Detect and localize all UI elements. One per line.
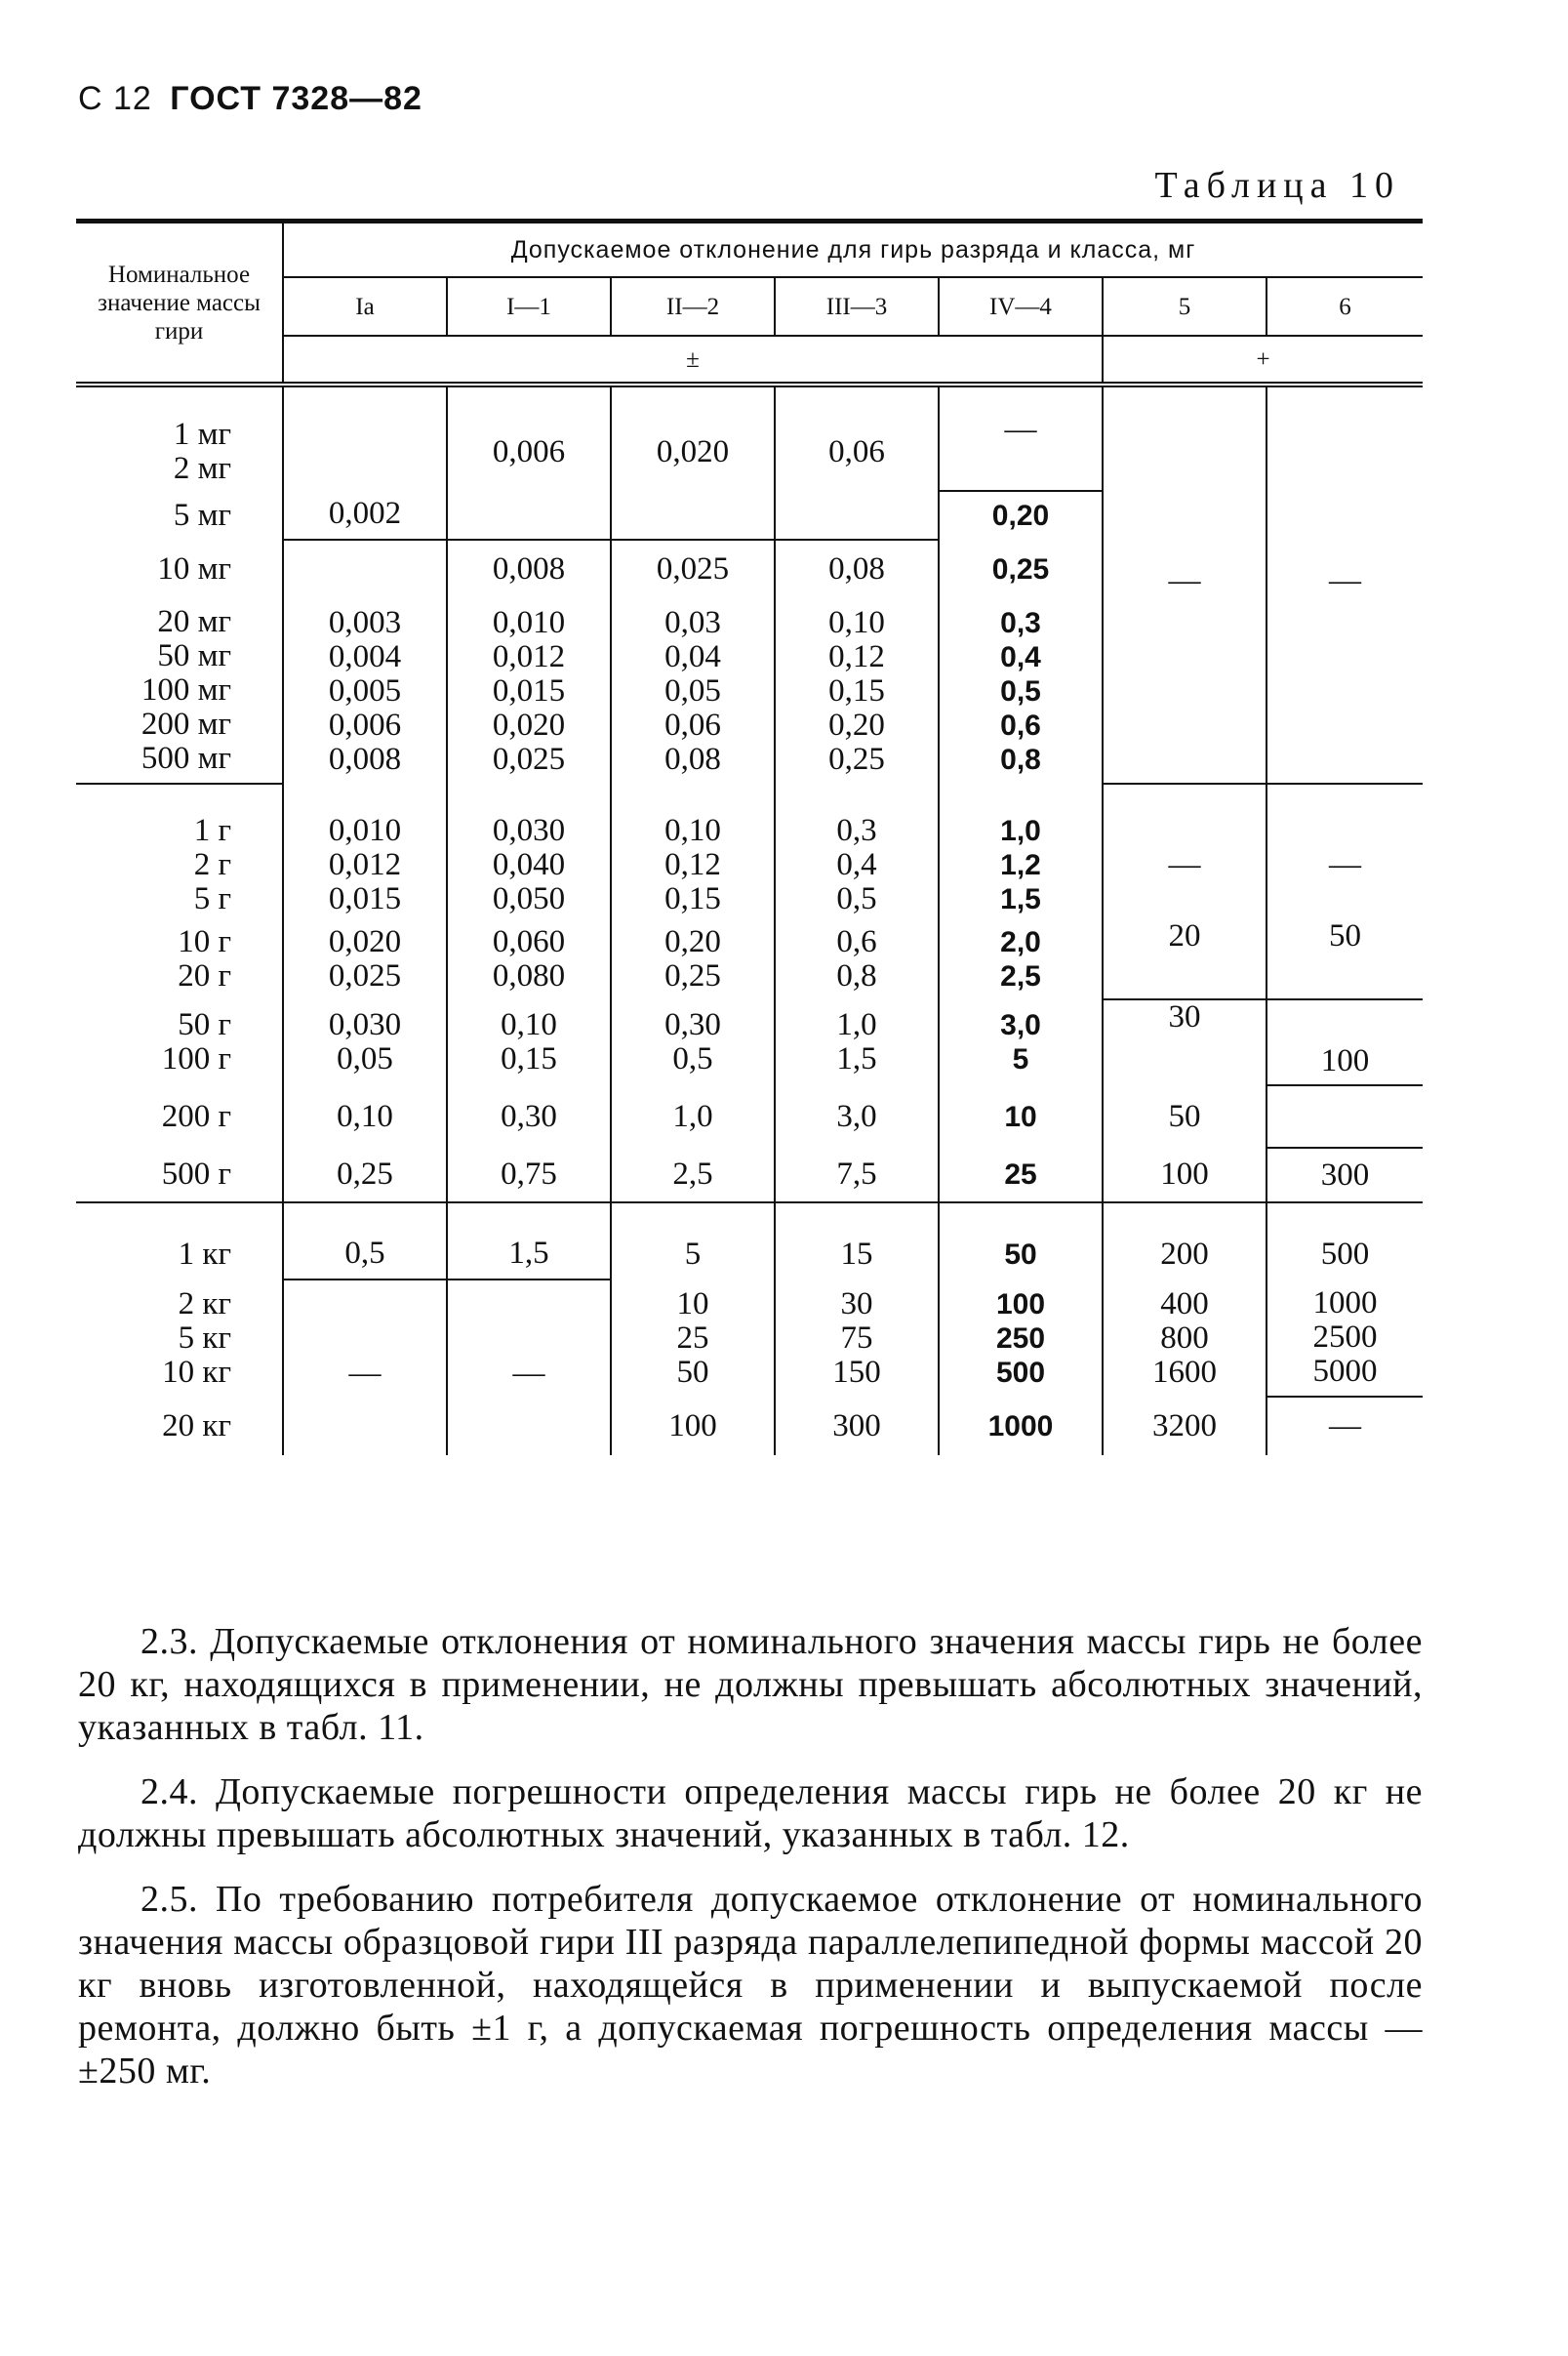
table-cell: 0,06 — [775, 413, 939, 491]
table-cell: 5 — [611, 1229, 775, 1280]
table-row-nominal: 500 г — [76, 1148, 283, 1202]
table-cell: 400 800 1600 — [1103, 1280, 1266, 1397]
table-row-nominal: 1 кг — [76, 1229, 283, 1280]
table-cell: 10 — [939, 1085, 1103, 1148]
table-cell: — — [283, 1280, 447, 1397]
table-cell: 0,003 0,004 0,005 0,006 0,008 — [283, 598, 447, 784]
table-cell: 0,6 0,8 — [775, 919, 939, 999]
table-cell: 0,030 0,040 0,050 — [447, 810, 611, 919]
table-cell: 0,008 — [447, 540, 611, 598]
table-cell: 0,25 — [283, 1148, 447, 1202]
table-cell: 0,30 — [447, 1085, 611, 1148]
class-header: I—1 — [447, 277, 611, 336]
table-cell: 300 — [775, 1397, 939, 1455]
table-cell: 2,0 2,5 — [939, 919, 1103, 999]
table-cell: 0,75 — [447, 1148, 611, 1202]
table-cell: 30 — [1103, 999, 1266, 1085]
table-cell: 0,006 — [447, 413, 611, 491]
table-cell: 0,10 — [283, 1085, 447, 1148]
table-cell: 0,020 — [611, 413, 775, 491]
table-cell: — — [1103, 810, 1266, 919]
table-cell: 3,0 — [775, 1085, 939, 1148]
table-cell: 2,5 — [611, 1148, 775, 1202]
table-cell: — — [1329, 563, 1362, 598]
table-row-nominal: 20 кг — [76, 1397, 283, 1455]
table-cell: 100 — [1266, 999, 1423, 1085]
column-header-tolerance: Допускаемое отклонение для гирь разряда и класса, мг — [283, 222, 1423, 278]
table-cell: 0,020 0,025 — [283, 919, 447, 999]
table-cell: 50 — [1103, 1085, 1266, 1148]
table-cell: — — [1103, 413, 1266, 598]
table-cell: 100 — [1103, 1148, 1266, 1202]
body-text — [78, 1620, 1423, 2114]
table-cell: 3200 — [1103, 1397, 1266, 1455]
sign-plus: + — [1103, 336, 1423, 385]
table-cell: — — [939, 413, 1103, 491]
table-cell: 0,002 — [283, 413, 447, 540]
table-cell: 0,030 0,05 — [283, 999, 447, 1085]
table-cell: — — [1329, 846, 1362, 882]
table-cell: 50 — [1266, 919, 1423, 999]
column-header-nominal: Номинальное значение массы гири — [76, 222, 283, 386]
table-cell: 10 25 50 — [611, 1280, 775, 1397]
table-row-nominal: 50 г 100 г — [76, 999, 283, 1085]
table-cell: 15 — [775, 1229, 939, 1280]
table-row-nominal: 20 мг 50 мг 100 мг 200 мг 500 мг — [76, 598, 283, 784]
class-header: II—2 — [611, 277, 775, 336]
table-cell: 500 — [1320, 1236, 1370, 1272]
table-cell: — — [447, 1280, 611, 1397]
table-cell: 300 — [1266, 1148, 1423, 1202]
table-cell: 1,0 1,5 — [775, 999, 939, 1085]
table-row-nominal: 5 мг — [76, 491, 283, 540]
table-cell: 0,20 0,25 — [611, 919, 775, 999]
table-cell: 200 — [1103, 1229, 1266, 1280]
table-row-nominal: 2 кг 5 кг 10 кг — [76, 1280, 283, 1397]
document-code: ГОСТ 7328—82 — [170, 80, 422, 117]
table-row-nominal: 10 г 20 г — [76, 919, 283, 999]
table-cell: 7,5 — [775, 1148, 939, 1202]
table-cell: 1,5 — [447, 1229, 611, 1280]
table-cell: 0,010 0,012 0,015 0,020 0,025 — [447, 598, 611, 784]
class-header: IV—4 — [939, 277, 1103, 336]
tolerance-table — [76, 219, 1423, 1455]
table-row-nominal: 1 мг 2 мг — [76, 413, 283, 491]
table-row-nominal: 1 г 2 г 5 г — [76, 810, 283, 919]
paragraph-2-5: 2.5. По требованию потребителя допускаемое отклонение от номинального значения массы образцовой гири III разряда параллелепипедной формы массой 20 кг вновь изготовленной, находящейся в применении и выпускаемой после ремонта, должно быть ±1 г, а допускаемая погрешность определения массы — ±250 мг. — [78, 1879, 1423, 2092]
table-cell: — — [1329, 1408, 1362, 1443]
table-cell: 1000 2500 5000 — [1266, 1280, 1423, 1397]
table-cell: 30 75 150 — [775, 1280, 939, 1397]
table-cell: 0,20 — [939, 491, 1103, 540]
page-number: С 12 — [78, 80, 152, 117]
table-cell: 25 — [939, 1148, 1103, 1202]
table-cell: 100 250 500 — [939, 1280, 1103, 1397]
table-cell: 20 — [1103, 919, 1266, 999]
table-cell: 100 — [611, 1397, 775, 1455]
sign-plus-minus: ± — [283, 336, 1103, 385]
table-cell: 1,0 — [611, 1085, 775, 1148]
table-cell: 1,0 1,2 1,5 — [939, 810, 1103, 919]
table-cell: 0,03 0,04 0,05 0,06 0,08 — [611, 598, 775, 784]
table-cell: 0,10 0,15 — [447, 999, 611, 1085]
page-header — [78, 80, 422, 118]
table-cell: 0,30 0,5 — [611, 999, 775, 1085]
table-cell: 0,060 0,080 — [447, 919, 611, 999]
class-header: 5 — [1103, 277, 1266, 336]
class-header: III—3 — [775, 277, 939, 336]
table-cell: 0,10 0,12 0,15 0,20 0,25 — [775, 598, 939, 784]
table-row-nominal: 10 мг — [76, 540, 283, 598]
table-cell: 50 — [939, 1229, 1103, 1280]
table-caption: Таблица 10 — [1154, 165, 1400, 206]
class-header: Ia — [283, 277, 447, 336]
class-header: 6 — [1266, 277, 1423, 336]
table-row-nominal: 200 г — [76, 1085, 283, 1148]
table-cell: 0,08 — [775, 540, 939, 598]
table-cell: 0,010 0,012 0,015 — [283, 810, 447, 919]
table-cell: 0,3 0,4 0,5 0,6 0,8 — [939, 598, 1103, 784]
table-cell: 3,0 5 — [939, 999, 1103, 1085]
table-cell: 0,3 0,4 0,5 — [775, 810, 939, 919]
table-cell: 0,10 0,12 0,15 — [611, 810, 775, 919]
table-cell: 1000 — [939, 1397, 1103, 1455]
table-cell: 0,25 — [939, 540, 1103, 598]
paragraph-2-4: 2.4. Допускаемые погрешности определения массы гирь не более 20 кг не должны превышать абсолютных значений, указанных в табл. 12. — [78, 1771, 1423, 1855]
table-cell: 0,025 — [611, 540, 775, 598]
paragraph-2-3: 2.3. Допускаемые отклонения от номинального значения массы гирь не более 20 кг, находящихся в применении, не должны превышать абсолютных значений, указанных в табл. 11. — [78, 1621, 1423, 1748]
table-cell: 0,5 — [283, 1229, 447, 1280]
